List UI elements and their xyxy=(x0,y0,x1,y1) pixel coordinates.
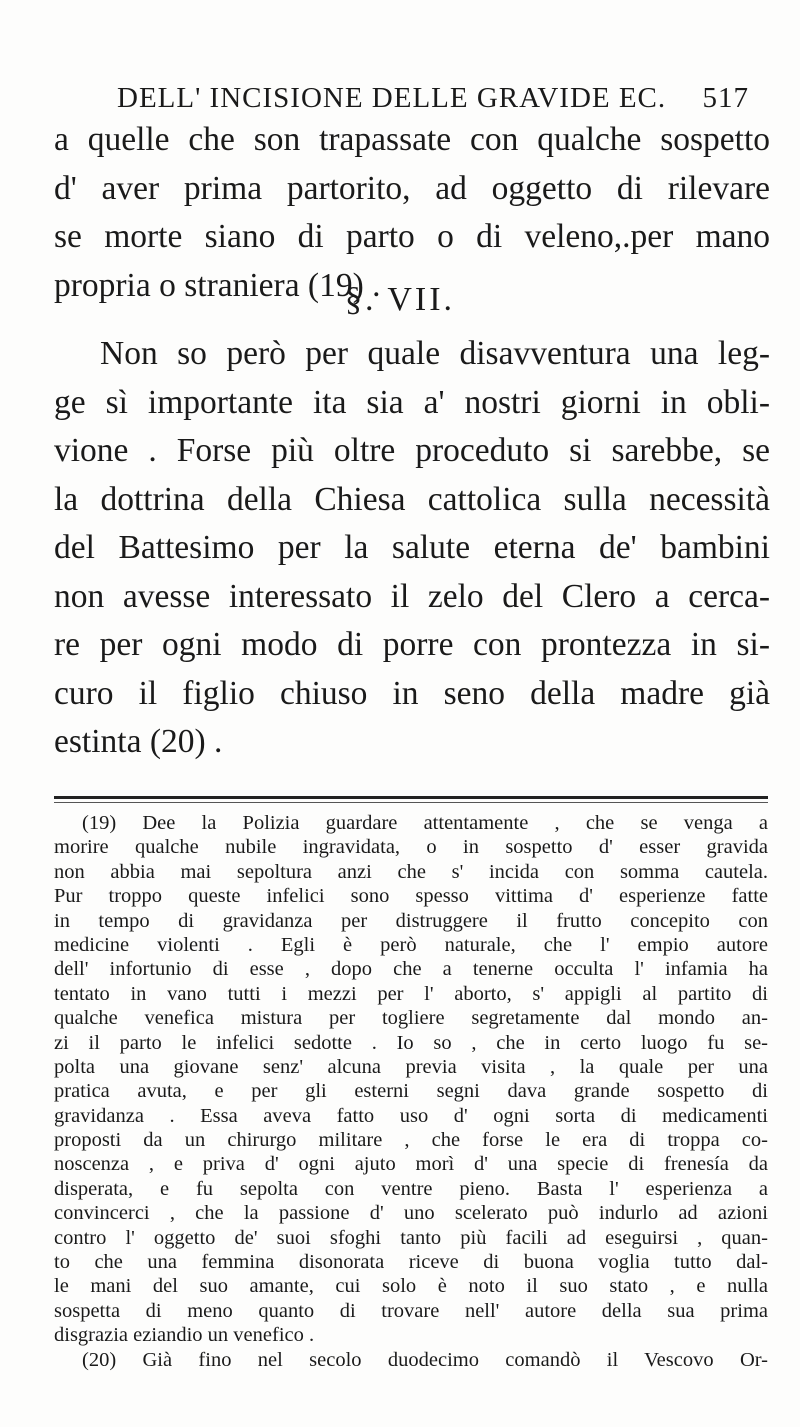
footnote-line: disgrazia eziandio un venefico . xyxy=(54,1324,315,1347)
footnote-line: zi il parto le infelici sedotte . Io so , che in certo luogo fu se- xyxy=(54,1031,768,1054)
text-line: ge sì importante ita sia a' nostri giorni in obli- xyxy=(54,383,770,421)
text-line: propria o straniera (19) . xyxy=(54,266,381,304)
footnote-line: tentato in vano tutti i mezzi per l' aborto, s' appigli al partito di xyxy=(54,982,768,1005)
text-line: se morte siano di parto o di veleno,.per mano xyxy=(54,218,770,255)
footnote-line: non abbia mai sepoltura anzi che s' incida con somma cautela. xyxy=(54,860,768,883)
text-line: vione . Forse più oltre proceduto si sarebbe, se xyxy=(54,432,770,469)
footnote-divider-thin xyxy=(54,802,768,803)
text-line: del Battesimo per la salute eterna de' bambini xyxy=(54,529,770,566)
footnote-line: dell' infortunio di esse , dopo che a tenerne occulta l' infamia ha xyxy=(54,958,768,981)
footnotes xyxy=(54,811,768,1372)
footnote-line: proposti da un chirurgo militare , che forse le era di troppa co- xyxy=(54,1129,768,1152)
footnote-line: gravidanza . Essa aveva fatto uso d' ogni sorta di medicamenti xyxy=(54,1104,768,1127)
text-line: Non so però per quale disavventura una leg- xyxy=(100,335,770,372)
text-line: re per ogni modo di porre con prontezza in si- xyxy=(54,626,770,663)
page-number: 517 xyxy=(702,82,749,114)
footnote-line: morire qualche nubile ingravidata, o in sospetto d' esser gravida xyxy=(54,836,768,859)
footnote-line: Pur troppo queste infelici sono spesso vittima d' esperienze fatte xyxy=(54,885,768,908)
footnote-line: noscenza , e priva d' ogni ajuto morì d' una specie di frenesía da xyxy=(54,1153,768,1176)
footnote-line: le mani del suo amante, cui solo è noto il suo stato , e nulla xyxy=(54,1275,768,1298)
footnote-line: polta una giovane senz' alcuna previa visita , la quale per una xyxy=(54,1055,768,1078)
text-line: la dottrina della Chiesa cattolica sulla necessità xyxy=(54,480,770,518)
footnote-line: sospetta di meno quanto di trovare nell' autore della sua prima xyxy=(54,1299,768,1322)
paragraph-2 xyxy=(54,330,770,767)
footnote-line: disperata, e fu sepolta con ventre pieno. Basta l' esperienza a xyxy=(54,1177,768,1200)
footnote-line: convincerci , che la passione d' uno scelerato può indurlo ad azioni xyxy=(54,1202,768,1225)
footnote-divider xyxy=(54,796,768,799)
footnote-line: contro l' oggetto de' suoi sfoghi tanto più facili ad eseguirsi , quan- xyxy=(54,1226,768,1249)
footnote-line: in tempo di gravidanza per distruggere il frutto concepito con xyxy=(54,909,768,932)
footnote-line: medicine violenti . Egli è però naturale, che l' empio autore xyxy=(54,933,768,956)
text-line: d' aver prima partorito, ad oggetto di rilevare xyxy=(54,169,770,207)
text-line: estinta (20) . xyxy=(54,723,223,760)
footnote-line: (20) Già fino nel secolo duodecimo comandò il Vescovo Or- xyxy=(82,1348,768,1371)
footnote-line: to che una femmina disonorata riceve di buona voglia tutto dal- xyxy=(54,1251,768,1274)
text-line: curo il figlio chiuso in seno della madre già xyxy=(54,674,770,712)
section-heading: §. VII. xyxy=(344,281,456,318)
footnote-line: (19) Dee la Polizia guardare attentamente , che se venga a xyxy=(82,812,768,834)
footnote-line: qualche venefica mistura per togliere segretamente dal mondo an- xyxy=(54,1007,768,1030)
footnote-line: pratica avuta, e per gli esterni segni dava grande sospetto di xyxy=(54,1080,768,1103)
running-head-title: DELL' INCISIONE DELLE GRAVIDE EC. xyxy=(117,82,667,114)
text-line: a quelle che son trapassate con qualche sospetto xyxy=(54,121,770,158)
text-line: non avesse interessato il zelo del Clero a cerca- xyxy=(54,577,770,615)
